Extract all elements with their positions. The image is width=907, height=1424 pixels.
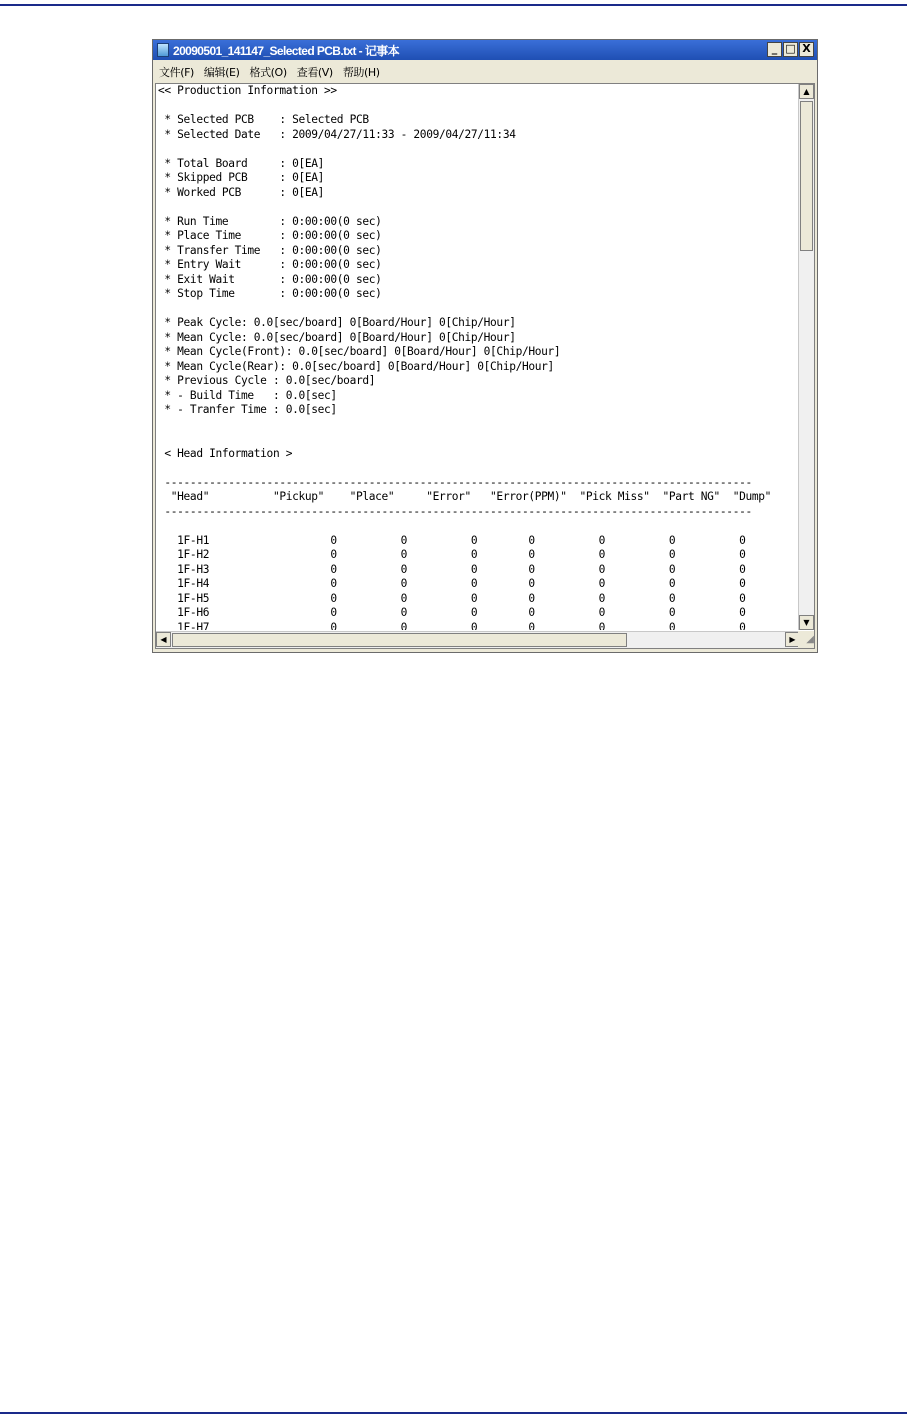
text-line [158, 432, 800, 447]
text-line: * Entry Wait : 0:00:00(0 sec) [158, 258, 382, 271]
text-line: -------------------------------------------------------------------------------------------- [158, 504, 752, 518]
text-line: 1F-H2 0 0 0 0 0 0 0 [158, 548, 746, 561]
horizontal-scroll-thumb[interactable] [172, 633, 627, 647]
text-line: * Selected Date : 2009/04/27/11:33 - 2009/04/27/11:34 [158, 127, 516, 141]
text-line: * Skipped PCB : 0[EA] [158, 171, 325, 184]
text-line: 1F-H6 0 0 0 0 0 0 0 [158, 606, 746, 619]
text-line: * Mean Cycle(Front): 0.0[sec/board] 0[Board/Hour] 0[Chip/Hour] [158, 345, 561, 358]
text-line: 1F-H1 0 0 0 0 0 0 0 [158, 533, 746, 547]
text-line: * Selected PCB : Selected PCB [158, 113, 369, 126]
notepad-window [152, 39, 818, 653]
text-line: * Stop Time : 0:00:00(0 sec) [158, 287, 382, 300]
text-line: * Mean Cycle: 0.0[sec/board] 0[Board/Hour] 0[Chip/Hour] [158, 330, 516, 344]
menu-bar [153, 61, 817, 83]
notepad-icon [157, 43, 169, 57]
scroll-left-button[interactable]: ◀ [156, 632, 171, 647]
text-line: * Previous Cycle : 0.0[sec/board] [158, 374, 376, 387]
vertical-scroll-thumb[interactable] [800, 101, 813, 251]
text-line [158, 418, 800, 433]
menu-edit[interactable]: 编辑(E) [203, 66, 240, 79]
text-line: * Run Time : 0:00:00(0 sec) [158, 214, 382, 228]
page-footer-rule [0, 1412, 907, 1414]
text-line: * - Build Time : 0.0[sec] [158, 388, 337, 402]
text-line: "Head" "Pickup" "Place" "Error" "Error(PPM)" "Pick Miss" "Part NG" "Dump" [158, 490, 772, 503]
text-line: * Mean Cycle(Rear): 0.0[sec/board] 0[Board/Hour] 0[Chip/Hour] [158, 359, 554, 373]
text-line: -------------------------------------------------------------------------------------------- [158, 475, 752, 489]
text-line [158, 461, 800, 476]
page-header-rule [0, 4, 907, 6]
text-line [158, 200, 800, 215]
close-button[interactable]: X [799, 42, 814, 57]
text-line: 1F-H7 0 0 0 0 0 0 0 [158, 620, 746, 630]
text-line: 1F-H4 0 0 0 0 0 0 0 [158, 577, 746, 590]
window-controls [767, 42, 814, 57]
text-line: * Worked PCB : 0[EA] [158, 185, 325, 199]
text-line: 1F-H3 0 0 0 0 0 0 0 [158, 562, 746, 576]
text-line: * Place Time : 0:00:00(0 sec) [158, 229, 382, 242]
text-line [158, 142, 800, 157]
text-line [158, 302, 800, 317]
text-line: < Head Information > [158, 446, 293, 460]
title-bar[interactable] [153, 40, 817, 60]
text-line [158, 99, 800, 114]
menu-help[interactable]: 帮助(H) [342, 66, 380, 79]
text-line: * Exit Wait : 0:00:00(0 sec) [158, 272, 382, 286]
maximize-button[interactable]: □ [783, 42, 798, 57]
menu-view[interactable]: 查看(V) [296, 66, 333, 79]
menu-file[interactable]: 文件(F) [159, 66, 194, 79]
text-line: * Peak Cycle: 0.0[sec/board] 0[Board/Hour] 0[Chip/Hour] [158, 316, 516, 329]
resize-grip-icon[interactable]: ◢ [798, 631, 814, 648]
menu-format[interactable]: 格式(O) [249, 66, 287, 79]
text-line: * Total Board : 0[EA] [158, 156, 325, 170]
text-line: * Transfer Time : 0:00:00(0 sec) [158, 243, 382, 257]
editor-area [155, 83, 815, 649]
scroll-down-button[interactable]: ▼ [799, 615, 814, 630]
horizontal-scrollbar[interactable] [156, 631, 800, 648]
scroll-right-button[interactable]: ▶ [785, 632, 800, 647]
window-title: 20090501_141147_Selected PCB.txt - 记事本 [173, 43, 400, 58]
vertical-scrollbar[interactable] [798, 84, 814, 630]
text-line: << Production Information >> [158, 84, 337, 97]
text-line: * - Tranfer Time : 0.0[sec] [158, 403, 337, 416]
text-content[interactable] [158, 84, 800, 630]
scroll-up-button[interactable]: ▲ [799, 84, 814, 99]
text-line: 1F-H5 0 0 0 0 0 0 0 [158, 591, 746, 605]
text-line [158, 519, 800, 534]
minimize-button[interactable]: _ [767, 42, 782, 57]
